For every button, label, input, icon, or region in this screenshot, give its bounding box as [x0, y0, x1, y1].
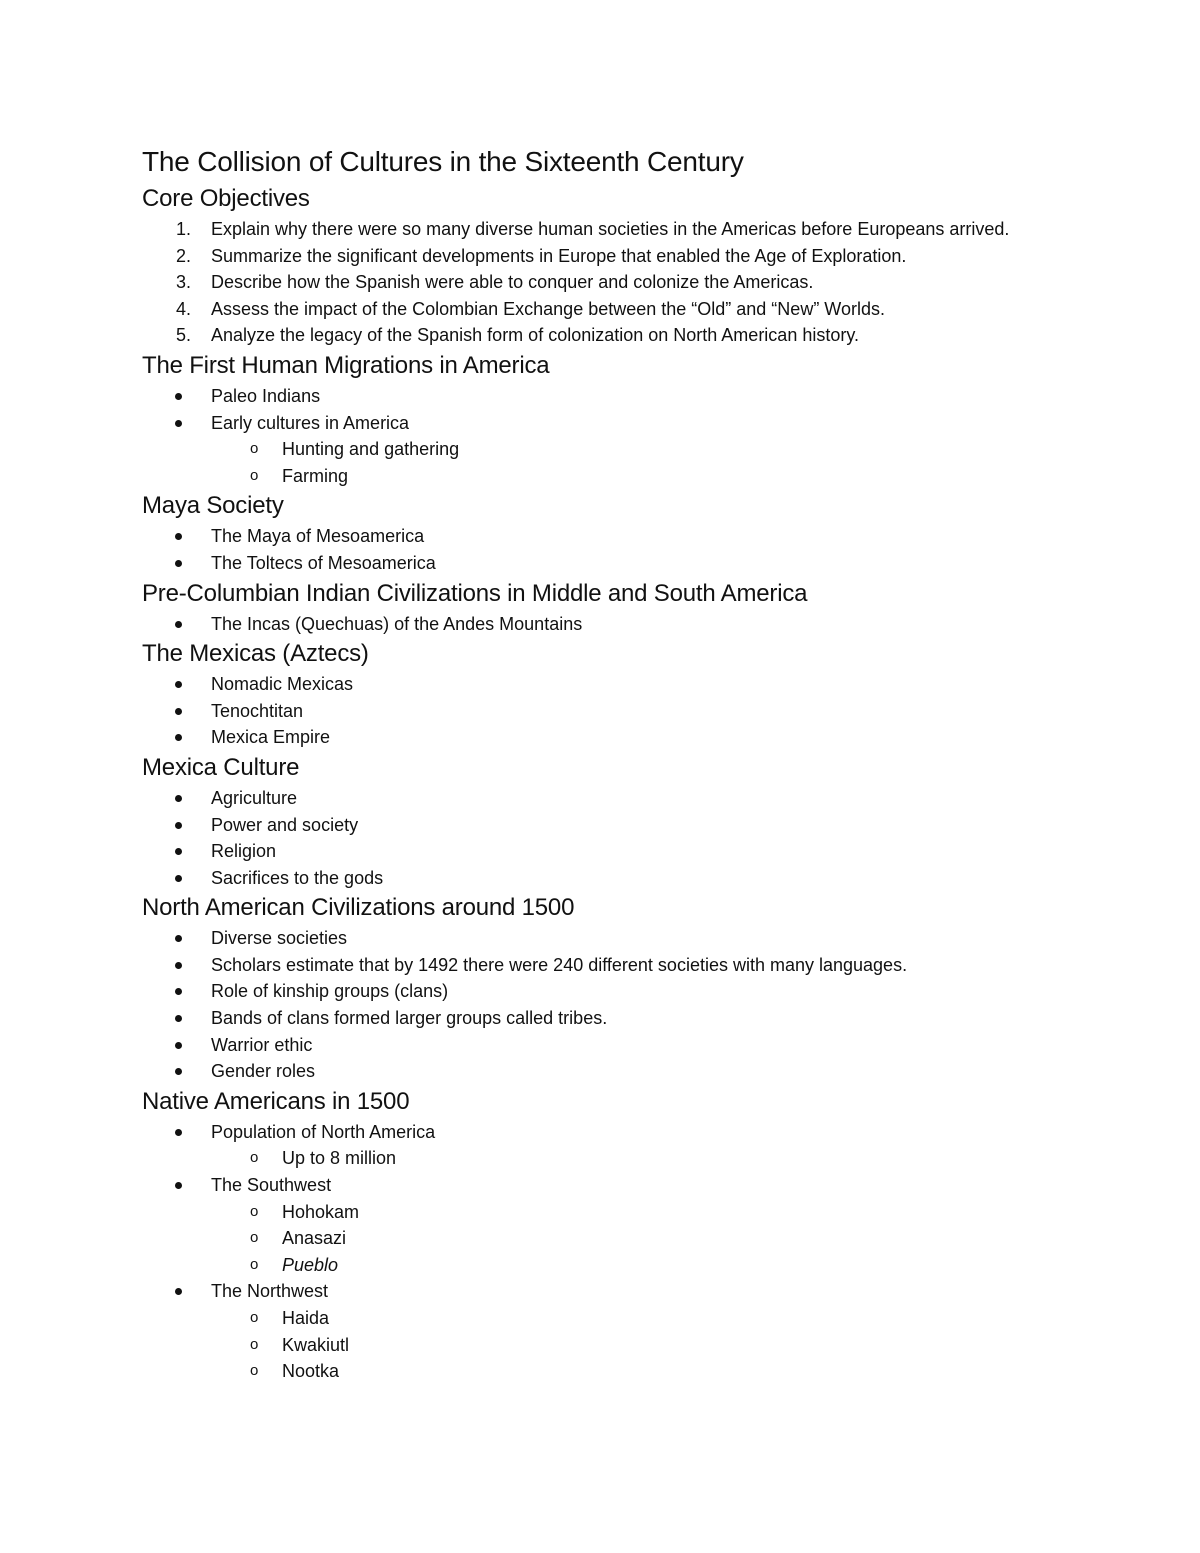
list-item: [142, 550, 1042, 577]
document-page: [142, 142, 1042, 1385]
list-item: [142, 216, 1042, 243]
sub-list-item: [142, 1145, 1042, 1172]
list-item: [142, 383, 1042, 410]
section-mexica-culture: [142, 751, 1042, 891]
bullet-icon: [175, 533, 182, 540]
list-item: [142, 698, 1042, 725]
bullet-list: [142, 523, 1042, 576]
bullet-list: [142, 785, 1042, 891]
list-item: [142, 812, 1042, 839]
list-item-text: Warrior ethic: [211, 1034, 313, 1055]
list-item-text: Diverse societies: [211, 928, 348, 949]
list-item-text: Early cultures in America: [211, 412, 410, 433]
list-item-text: The Maya of Mesoamerica: [211, 526, 425, 547]
bullet-icon: [175, 1068, 182, 1075]
bullet-list: [142, 671, 1042, 751]
list-item: [142, 269, 1042, 296]
list-item: [142, 838, 1042, 865]
bullet-list: [142, 1119, 1042, 1385]
bullet-icon: [175, 734, 182, 741]
section-heading: The Mexicas (Aztecs): [142, 640, 369, 668]
page-title: The Collision of Cultures in the Sixteenth Century: [142, 146, 744, 177]
objectives-list: [142, 216, 1042, 349]
sub-list-item: [142, 1332, 1042, 1359]
sub-list-item: [142, 1358, 1042, 1385]
section-heading: Native Americans in 1500: [142, 1087, 410, 1115]
section-north-american-civilizations: [142, 891, 1042, 1085]
sub-bullet-icon: o: [250, 1335, 259, 1353]
bullet-icon: [175, 708, 182, 715]
list-item: [142, 1032, 1042, 1059]
list-item-text: Tenochtitan: [211, 700, 304, 721]
section-pre-columbian: [142, 577, 1042, 638]
bullet-icon: [175, 935, 182, 942]
section-heading: Maya Society: [142, 492, 284, 520]
list-item-text: Haida: [282, 1308, 330, 1328]
list-item: [142, 1278, 1042, 1305]
list-item: [142, 523, 1042, 550]
bullet-list: [142, 925, 1042, 1085]
list-item-text: Hunting and gathering: [282, 439, 460, 460]
list-item-text: Explain why there were so many diverse human societies in the Americas before Europeans arrived.: [211, 219, 1010, 239]
list-number: 3.: [176, 272, 192, 293]
list-item: [142, 1005, 1042, 1032]
list-item: [142, 978, 1042, 1005]
list-item-text: The Incas (Quechuas) of the Andes Mountains: [211, 613, 583, 634]
sub-bullet-icon: o: [250, 1255, 259, 1273]
list-item-text: Summarize the significant developments in Europe that enabled the Age of Exploration.: [211, 245, 907, 266]
bullet-icon: [175, 822, 182, 829]
list-item: [142, 865, 1042, 892]
section-mexicas: [142, 637, 1042, 751]
list-item-text: Analyze the legacy of the Spanish form of colonization on North American history.: [211, 325, 860, 346]
list-item-text: Pueblo: [282, 1254, 339, 1275]
section-heading: The First Human Migrations in America: [142, 351, 550, 379]
sub-list-item: [142, 1252, 1042, 1279]
bullet-icon: [175, 393, 182, 400]
list-item-text: Anasazi: [282, 1228, 347, 1249]
section-heading: North American Civilizations around 1500: [142, 894, 575, 922]
list-item: [142, 1172, 1042, 1199]
bullet-list: [142, 611, 1042, 638]
list-item: [142, 296, 1042, 323]
list-item-text: Kwakiutl: [282, 1334, 350, 1355]
list-item-text: Power and society: [211, 814, 359, 835]
list-number: 1.: [176, 219, 192, 239]
sub-list-item: [142, 1305, 1042, 1332]
list-item: [142, 322, 1042, 349]
section-heading: Pre-Columbian Indian Civilizations in Middle and South America: [142, 579, 808, 607]
list-item-text: Gender roles: [211, 1061, 316, 1082]
bullet-icon: [175, 420, 182, 427]
bullet-icon: [175, 848, 182, 855]
section-heading: Mexica Culture: [142, 753, 300, 781]
list-item-text: The Southwest: [211, 1175, 332, 1196]
bullet-icon: [175, 621, 182, 628]
list-number: 4.: [176, 298, 192, 319]
list-item-text: Describe how the Spanish were able to conquer and colonize the Americas.: [211, 272, 814, 293]
bullet-icon: [175, 988, 182, 995]
list-item-text: Hohokam: [282, 1201, 360, 1222]
section-heading: Core Objectives: [142, 185, 310, 212]
sub-list-item: [142, 1225, 1042, 1252]
sub-bullet-icon: o: [250, 1309, 259, 1326]
list-item-text: The Toltecs of Mesoamerica: [211, 552, 436, 573]
list-item: [142, 1058, 1042, 1085]
bullet-icon: [175, 1182, 182, 1189]
list-item-text: Up to 8 million: [282, 1148, 397, 1169]
bullet-icon: [175, 1015, 182, 1022]
list-item-text: Population of North America: [211, 1121, 436, 1142]
list-item: [142, 671, 1042, 698]
list-item-text: Religion: [211, 841, 277, 862]
list-item-text: Nomadic Mexicas: [211, 674, 354, 695]
section-maya-society: [142, 489, 1042, 576]
sub-bullet-icon: o: [250, 1149, 259, 1167]
list-number: 2.: [176, 245, 192, 266]
list-item: [142, 243, 1042, 270]
list-item-text: Scholars estimate that by 1492 there were 240 different societies with many languages.: [211, 954, 908, 975]
list-item-text: Assess the impact of the Colombian Exchange between the “Old” and “New” Worlds.: [211, 298, 885, 319]
sub-list-item: [142, 463, 1042, 490]
list-item: [142, 785, 1042, 812]
list-item-text: Role of kinship groups (clans): [211, 981, 449, 1002]
bullet-icon: [175, 560, 182, 567]
list-item-text: Agriculture: [211, 787, 298, 808]
list-number: 5.: [176, 325, 192, 346]
sub-list-item: [142, 1199, 1042, 1226]
list-item-text: The Northwest: [211, 1281, 329, 1302]
sub-bullet-icon: o: [250, 466, 259, 484]
list-item-text: Mexica Empire: [211, 727, 331, 748]
list-item-text: Bands of clans formed larger groups called tribes.: [211, 1008, 608, 1029]
bullet-icon: [175, 795, 182, 802]
list-item-text: Sacrifices to the gods: [211, 867, 384, 888]
list-item: [142, 925, 1042, 952]
bullet-list: [142, 383, 1042, 489]
section-native-americans-1500: [142, 1085, 1042, 1385]
list-item: [142, 410, 1042, 437]
bullet-icon: [175, 962, 182, 969]
bullet-icon: [175, 1042, 182, 1049]
sub-bullet-icon: o: [250, 1202, 259, 1220]
list-item: [142, 611, 1042, 638]
bullet-icon: [175, 875, 182, 882]
list-item: [142, 724, 1042, 751]
sub-list-item: [142, 436, 1042, 463]
bullet-icon: [175, 1288, 182, 1295]
bullet-icon: [175, 1129, 182, 1136]
sub-bullet-icon: o: [250, 1229, 259, 1247]
list-item-text: Paleo Indians: [211, 385, 321, 406]
sub-bullet-icon: o: [250, 1362, 259, 1380]
list-item-text: Farming: [282, 465, 349, 486]
list-item: [142, 1119, 1042, 1146]
section-first-migrations: [142, 349, 1042, 489]
bullet-icon: [175, 681, 182, 688]
list-item: [142, 952, 1042, 979]
sub-bullet-icon: o: [250, 440, 259, 458]
list-item-text: Nootka: [282, 1361, 340, 1382]
section-core-objectives: [142, 182, 1042, 349]
